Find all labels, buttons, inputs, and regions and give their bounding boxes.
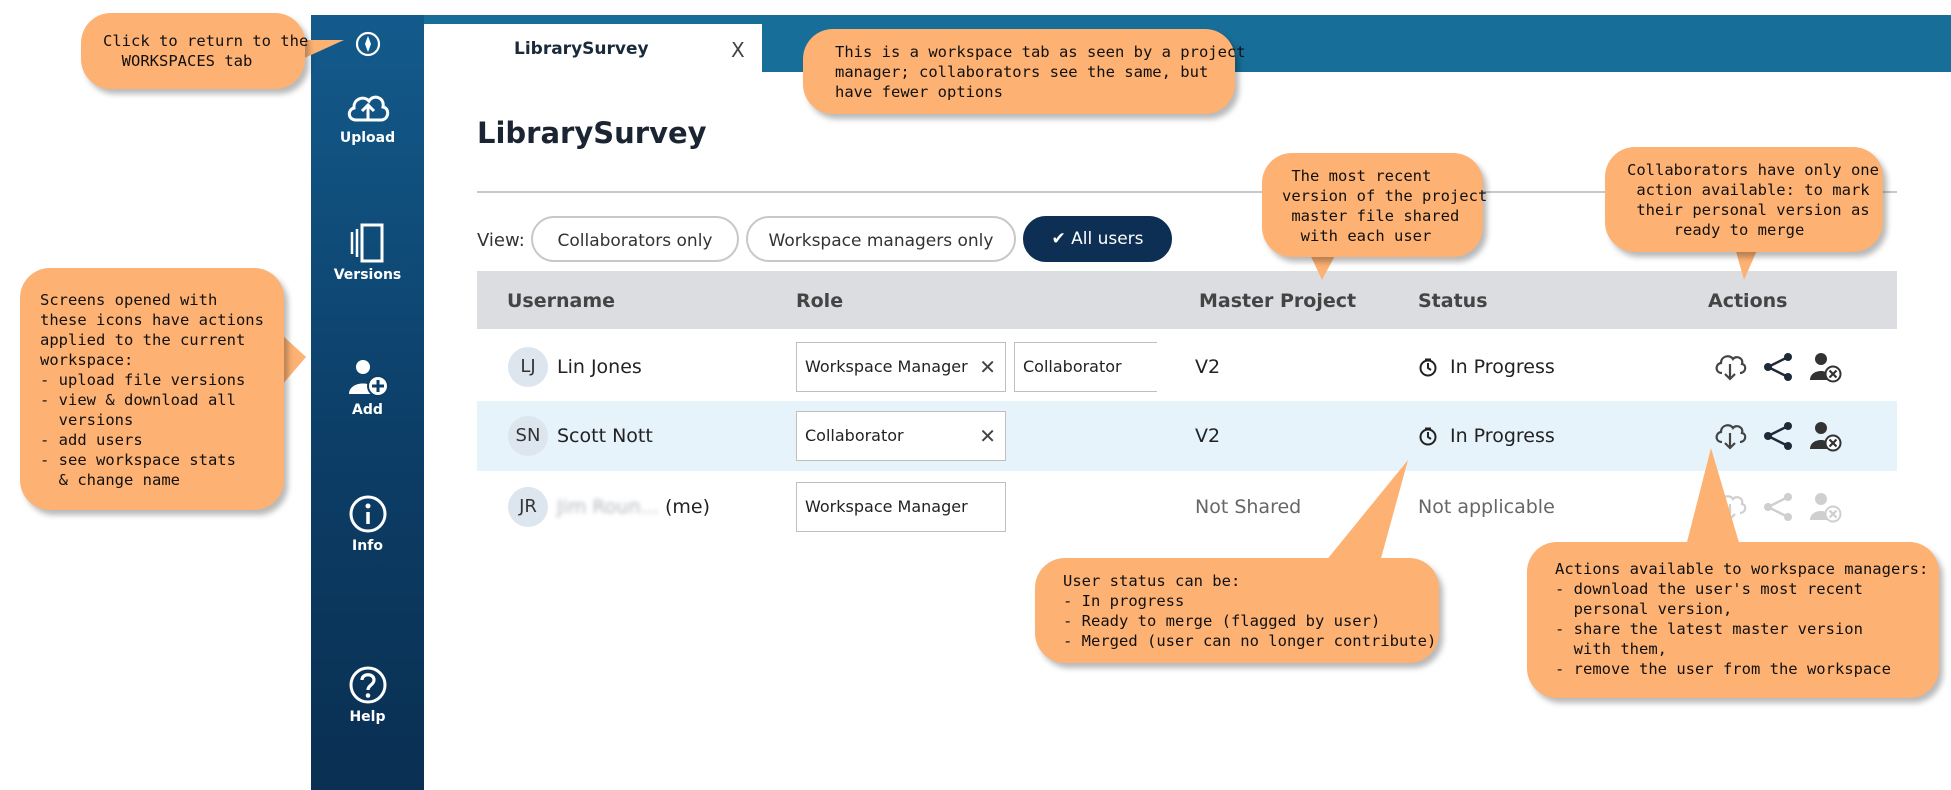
column-header-actions: Actions <box>1708 290 1788 312</box>
column-header-master-project: Master Project <box>1199 290 1357 312</box>
avatar: LJ <box>508 347 548 387</box>
avatar: JR <box>508 487 548 527</box>
sidebar-item-label: Upload <box>339 130 396 146</box>
sidebar-item-label: Add <box>352 402 383 418</box>
role-label: Collaborator <box>805 426 904 445</box>
filter-collaborators-only[interactable]: Collaborators only <box>531 216 739 262</box>
tab-title: LibrarySurvey <box>514 39 649 59</box>
column-header-role: Role <box>796 290 844 312</box>
role-label: Workspace Manager <box>805 497 968 516</box>
callout-master-project: The most recent version of the project master file shared with each user <box>1262 153 1483 257</box>
column-header-status: Status <box>1418 290 1488 312</box>
callout-collaborator-actions: Collaborators have only one action available: to mark their personal version as ready to merge <box>1605 147 1883 252</box>
remove-role-button[interactable]: ✕ <box>979 355 996 379</box>
username: Scott Nott <box>557 425 653 447</box>
me-indicator: (me) <box>665 496 711 518</box>
filter-all-users-label: All users <box>1071 229 1144 249</box>
close-tab-button[interactable]: X <box>731 38 745 62</box>
username-blurred: Jim Roun... <box>557 496 659 518</box>
callout-user-status: User status can be: - In progress - Ready to merge (flagged by user) - Merged (user can no longer contribute) <box>1035 558 1439 663</box>
callout-sidebar-icons: Screens opened with these icons have actions applied to the current workspace: - upload file versions - view & download all versions - add users - see workspace stats & change name <box>20 268 284 510</box>
master-project-version: V2 <box>1195 356 1221 378</box>
view-filter-label: View: <box>477 230 525 251</box>
filter-workspace-managers-only[interactable]: Workspace managers only <box>746 216 1016 262</box>
remove-role-button[interactable]: ✕ <box>979 424 996 448</box>
sidebar-item-label: Versions <box>333 267 402 283</box>
column-header-username: Username <box>507 290 616 312</box>
status-text: Not applicable <box>1418 496 1555 518</box>
master-project-version: V2 <box>1195 425 1221 447</box>
avatar: SN <box>508 416 548 456</box>
sidebar-item-label: Info <box>352 538 383 554</box>
page-title: LibrarySurvey <box>477 116 707 150</box>
status-text: In Progress <box>1450 425 1555 447</box>
callout-workspace-tab: This is a workspace tab as seen by a project manager; collaborators see the same, but have fewer options <box>803 29 1235 114</box>
master-project-version: Not Shared <box>1195 496 1302 518</box>
check-icon: ✔ <box>1051 229 1066 249</box>
callout-workspaces-home: Click to return to the WORKSPACES tab <box>81 13 305 89</box>
role-label: Collaborator <box>1023 357 1122 376</box>
sidebar-item-label: Help <box>349 709 386 725</box>
username: Lin Jones <box>557 356 642 378</box>
role-label: Workspace Manager <box>805 357 968 376</box>
status-text: In Progress <box>1450 356 1555 378</box>
callout-manager-actions: Actions available to workspace managers: - download the user's most recent personal version, - share the latest master version with them, - remove the user from the workspace <box>1527 542 1939 698</box>
